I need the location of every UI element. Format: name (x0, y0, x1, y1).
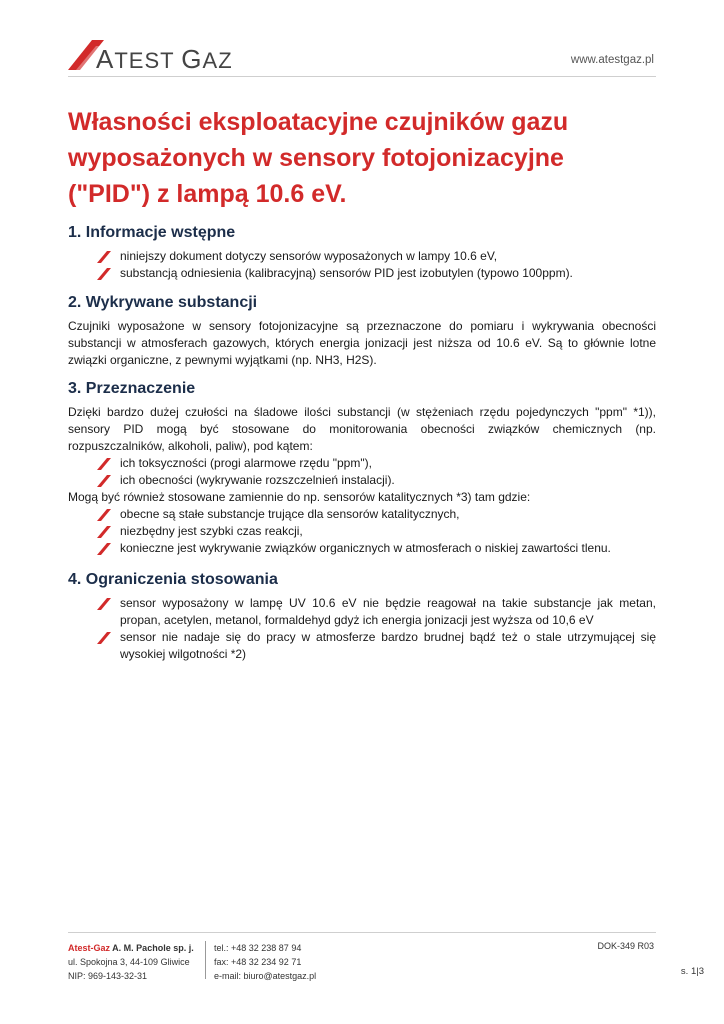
bullet-list (68, 248, 656, 282)
paragraph: Mogą być również stosowane zamiennie do np. sensorów katalitycznych *3) tam gdzie: (68, 490, 531, 504)
document-title: Własności eksploatacyjne czujników gazu wyposażonych w sensory fotojonizacyjne ("PID") z lampą 10.6 eV. (68, 108, 569, 208)
section-detected-substances (68, 294, 656, 369)
bullet-swoosh-icon (96, 597, 112, 611)
bullet-swoosh-icon (96, 631, 112, 645)
section-heading: 3. Przeznaczenie (68, 380, 196, 397)
page-number: s. 1|3 (680, 966, 704, 977)
header-divider (68, 76, 656, 77)
list-item: sensor nie nadaje się do pracy w atmosferze bardzo brudnej bądź też o stale utrzymującej się wysokiej wilgotności *2) (68, 629, 656, 663)
paragraph: Czujniki wyposażone w sensory fotojonizacyjne są przeznaczone do pomiaru i wykrywania obecności substancji w atmosferach gazowych, których energia jonizacji jest niższa od 10.6 eV. Są to głównie lotne związki organiczne, z pewnymi wyjątkami (np. NH3, H2S). (68, 319, 656, 367)
section-purpose (68, 380, 656, 557)
list-item: niezbędny jest szybki czas reakcji, (68, 523, 656, 540)
list-item: obecne są stałe substancje trujące dla sensorów katalitycznych, (68, 506, 656, 523)
list-item: ich toksyczności (progi alarmowe rzędu "ppm"), (68, 455, 656, 472)
paragraph: Dzięki bardzo dużej czułości na śladowe ilości substancji (w stężeniach rzędu pojedynczych "ppm" *1)), sensory PID mogą być stosowane do monitorowania obecności związków chemicznych (np. rozpuszczalników, alkoholi, paliw), pod kątem: (68, 405, 656, 453)
footer-phone: tel.: +48 32 238 87 94 (214, 943, 302, 953)
footer-divider (68, 932, 656, 933)
list-item: sensor wyposażony w lampę UV 10.6 eV nie będzie reagował na takie substancje jak metan, propan, acetylen, metanol, formaldehyd gdyż ich energia jonizacji jest wyższa od 10,6 eV (68, 595, 656, 629)
list-item: niniejszy dokument dotyczy sensorów wyposażonych w lampy 10.6 eV, (68, 248, 656, 265)
bullet-swoosh-icon (96, 474, 112, 488)
list-item: ich obecności (wykrywanie rozszczelnień instalacji). (68, 472, 656, 489)
document-id: DOK-349 R03 (597, 941, 654, 951)
footer-nip: NIP: 969-143-32-31 (68, 971, 148, 981)
footer-company-name: Atest-Gaz A. M. Pachole sp. j. (68, 943, 194, 953)
bullet-list (68, 455, 656, 489)
footer-address: ul. Spokojna 3, 44-109 Gliwice (68, 957, 190, 967)
website-url[interactable]: www.atestgaz.pl (570, 54, 654, 66)
bullet-list (68, 506, 656, 557)
section-limitations (68, 571, 656, 663)
list-item: substancją odniesienia (kalibracyjną) sensorów PID jest izobutylen (typowo 100ppm). (68, 265, 656, 282)
footer-column-divider (205, 941, 206, 979)
section-heading: 1. Informacje wstępne (68, 224, 236, 241)
bullet-list (68, 595, 656, 663)
company-logo (66, 38, 246, 72)
document-body (68, 224, 656, 663)
bullet-swoosh-icon (96, 457, 112, 471)
bullet-swoosh-icon (96, 525, 112, 539)
logo-wordmark: ATEST GAZ (96, 44, 233, 74)
footer-email[interactable]: e-mail: biuro@atestgaz.pl (214, 971, 317, 981)
bullet-swoosh-icon (96, 508, 112, 522)
footer-company-info (68, 941, 194, 983)
bullet-swoosh-icon (96, 250, 112, 264)
section-heading: 2. Wykrywane substancji (68, 294, 258, 311)
bullet-swoosh-icon (96, 542, 112, 556)
footer-contact-info (214, 941, 316, 983)
list-item: konieczne jest wykrywanie związków organicznych w atmosferach o niskiej zawartości tlenu. (68, 540, 656, 557)
section-heading: 4. Ograniczenia stosowania (68, 571, 278, 588)
footer-fax: fax: +48 32 234 92 71 (214, 957, 302, 967)
bullet-swoosh-icon (96, 267, 112, 281)
section-introduction (68, 224, 656, 282)
